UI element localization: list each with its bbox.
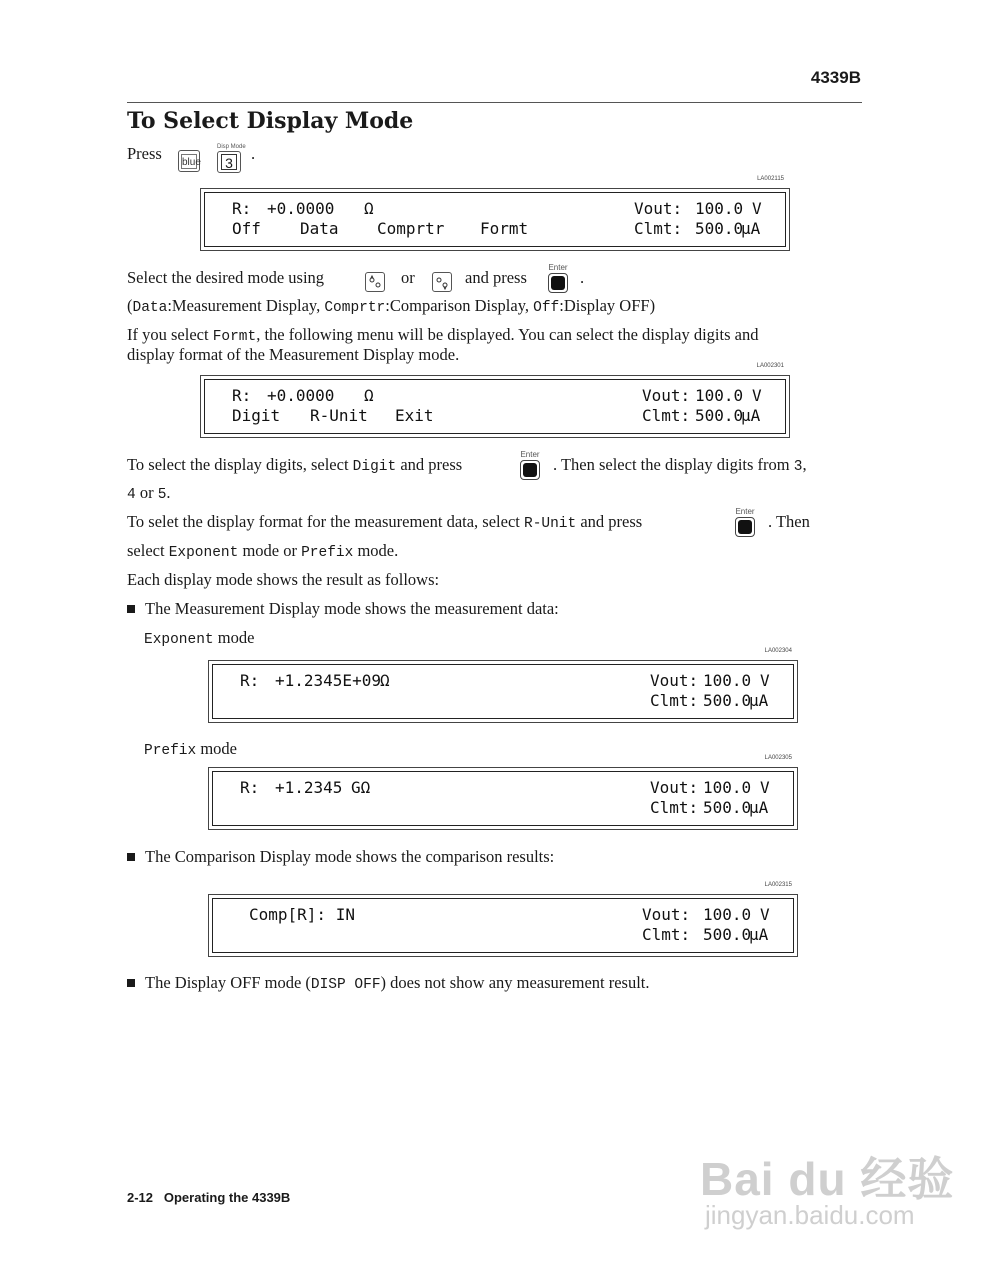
page-number: 2-12: [127, 1190, 154, 1205]
select-instruction: [127, 268, 324, 288]
step-up-key: [365, 272, 385, 292]
digit-4: 4: [127, 487, 136, 503]
vout-unit: V: [752, 199, 762, 218]
step-down-key: [432, 272, 452, 292]
lcd-display-main-menu: [200, 176, 790, 251]
paren-open: (: [127, 296, 133, 315]
vout-label: Vout:: [650, 778, 699, 797]
r-unit: Ω: [364, 199, 374, 218]
modes-description: [127, 296, 655, 318]
bullet-off-text-a: The Display OFF mode (: [145, 973, 311, 992]
menu-item-comprtr: Comprtr: [377, 219, 445, 238]
menu-item-formt: Formt: [480, 219, 529, 238]
prefix-rest: mode: [196, 739, 238, 758]
r-unit: Ω: [380, 671, 390, 690]
exponent-keyword: Exponent: [168, 545, 239, 561]
lcd-display-exponent: [208, 648, 798, 723]
r-unit: Ω: [364, 386, 374, 405]
format-text-b: and press: [576, 512, 643, 531]
vout-value: 100.0: [695, 199, 744, 218]
select-period: .: [580, 268, 585, 287]
vout-label: Vout:: [650, 671, 699, 690]
select-text: Select the desired mode using: [127, 268, 325, 287]
step-down-icon: [433, 273, 451, 291]
lcd-display-comparison: [208, 882, 798, 957]
bullet-measurement: [127, 599, 559, 619]
blue-key-label: blue: [181, 154, 197, 169]
bullet-comparison: [127, 847, 554, 867]
vout-unit: V: [752, 386, 762, 405]
clmt-unit: μA: [749, 798, 769, 817]
lcd-display-format-menu: [200, 363, 790, 438]
format-paragraph-line2: [127, 541, 398, 563]
figure-code: LA002315: [764, 882, 792, 888]
comp-result: Comp[R]: IN: [249, 905, 355, 924]
r-value: +1.2345E+09: [275, 671, 381, 690]
clmt-label: Clmt:: [642, 406, 691, 425]
digits-text-a: To select the display digits, select: [127, 455, 353, 474]
enter-key: [735, 508, 755, 537]
digits-period: .: [166, 483, 171, 502]
disp-mode-3-key: [217, 144, 246, 173]
digits-paragraph-line1-end: [553, 455, 807, 477]
digits-or: or: [135, 483, 158, 502]
bullet-icon: [127, 979, 135, 987]
menu-item-r-unit: R-Unit: [310, 406, 368, 425]
r-label: R:: [240, 778, 260, 797]
r-value: +1.2345: [275, 778, 343, 797]
clmt-unit: μA: [749, 691, 769, 710]
menu-item-data: Data: [300, 219, 339, 238]
digits-paragraph-line1: [127, 455, 462, 477]
disp-mode-label: Disp Mode: [217, 144, 246, 150]
key-3-label: 3: [221, 154, 237, 170]
menu-item-digit: Digit: [232, 406, 281, 425]
format-text-e: mode.: [353, 541, 399, 560]
vout-label: Vout:: [642, 905, 691, 924]
clmt-unit: μA: [749, 925, 769, 944]
figure-code: LA002115: [757, 176, 784, 182]
clmt-value: 500.0: [695, 406, 744, 425]
vout-value: 100.0: [695, 386, 744, 405]
clmt-value: 500.0: [703, 691, 752, 710]
page-footer: [127, 1190, 290, 1205]
clmt-value: 500.0: [695, 219, 744, 238]
formt-text-b: , the following menu will be displayed. You can select the display digits and: [256, 325, 759, 344]
prefix-mode-label: [144, 739, 237, 761]
figure-code: LA002301: [756, 363, 784, 369]
disp-off-keyword: DISP OFF: [310, 977, 381, 993]
vout-label: Vout:: [634, 199, 683, 218]
header-rule: [127, 102, 862, 103]
format-text-a: To selet the display format for the measurement data, select: [127, 512, 524, 531]
digit-keyword: Digit: [352, 459, 397, 475]
clmt-value: 500.0: [703, 925, 752, 944]
lcd-display-prefix: [208, 755, 798, 830]
mode-off: Off: [533, 300, 560, 316]
bullet-icon: [127, 605, 135, 613]
press-text: Press: [127, 144, 162, 163]
clmt-value: 500.0: [703, 798, 752, 817]
vout-unit: V: [760, 778, 770, 797]
watermark-brand: Bai du 经验: [700, 1153, 955, 1205]
enter-key: [548, 264, 568, 293]
prefix-keyword: Prefix: [301, 545, 354, 561]
vout-label: Vout:: [642, 386, 691, 405]
vout-value: 100.0: [703, 905, 752, 924]
prefix-mono: Prefix: [144, 743, 197, 759]
vout-unit: V: [760, 671, 770, 690]
exponent-mono: Exponent: [144, 632, 214, 648]
formt-paragraph-line2: display format of the Measurement Display mode.: [127, 345, 460, 364]
bullet-measurement-text: The Measurement Display mode shows the measurement data:: [145, 599, 559, 618]
mode-data-desc: :Measurement Display,: [167, 296, 325, 315]
header-model: 4339B: [810, 68, 861, 87]
r-label: R:: [240, 671, 260, 690]
and-press-text: and press: [465, 268, 527, 287]
vout-value: 100.0: [703, 778, 752, 797]
format-text-c: select: [127, 541, 169, 560]
figure-code: LA002305: [764, 755, 792, 761]
formt-paragraph-line1: [127, 325, 758, 347]
or-text: or: [401, 268, 415, 287]
vout-value: 100.0: [703, 671, 752, 690]
formt-keyword: Formt: [212, 329, 257, 345]
r-label: R:: [232, 386, 252, 405]
clmt-label: Clmt:: [650, 798, 699, 817]
watermark-url: jingyan.baidu.com: [705, 1200, 915, 1230]
press-period: .: [251, 144, 256, 163]
mode-comprtr-desc: :Comparison Display,: [385, 296, 534, 315]
footer-title: Operating the 4339B: [163, 1190, 291, 1205]
clmt-unit: μA: [741, 406, 761, 425]
format-text-d: mode or: [238, 541, 302, 560]
each-mode-line: Each display mode shows the result as follows:: [127, 570, 440, 589]
digits-text-c: . Then select the display digits from: [553, 455, 794, 474]
mode-off-desc: :Display OFF): [559, 296, 656, 315]
bullet-icon: [127, 853, 135, 861]
clmt-label: Clmt:: [650, 691, 699, 710]
enter-label: Enter: [520, 450, 540, 459]
r-value: +0.0000: [267, 199, 335, 218]
press-line: [127, 144, 162, 164]
digits-comma: ,: [802, 455, 807, 474]
clmt-unit: μA: [741, 219, 761, 238]
digit-5: 5: [157, 487, 167, 503]
mode-data: Data: [132, 300, 168, 316]
blue-key: [178, 150, 200, 172]
page-title: To Select Display Mode: [127, 108, 414, 134]
vout-unit: V: [760, 905, 770, 924]
bullet-display-off: [127, 973, 650, 995]
format-then: . Then: [768, 512, 810, 531]
format-paragraph-line1: [127, 512, 642, 534]
r-unit-keyword: R-Unit: [524, 516, 577, 532]
enter-key: [520, 451, 540, 480]
r-unit: GΩ: [351, 778, 371, 797]
enter-label: Enter: [548, 263, 568, 272]
step-up-icon: [366, 273, 384, 291]
digits-paragraph-line2: [127, 483, 171, 505]
r-value: +0.0000: [267, 386, 335, 405]
r-label: R:: [232, 199, 252, 218]
clmt-label: Clmt:: [642, 925, 691, 944]
mode-comprtr: Comprtr: [324, 300, 386, 316]
digits-text-b: and press: [396, 455, 463, 474]
bullet-comparison-text: The Comparison Display mode shows the comparison results:: [145, 847, 555, 866]
exponent-mode-label: [144, 628, 254, 650]
digit-3: 3: [793, 459, 803, 475]
bullet-off-text-b: ) does not show any measurement result.: [380, 973, 650, 992]
menu-item-exit: Exit: [395, 406, 434, 425]
enter-label: Enter: [735, 507, 755, 516]
figure-code: LA002304: [764, 648, 792, 654]
menu-item-off: Off: [232, 219, 261, 238]
formt-text-a: If you select: [127, 325, 213, 344]
clmt-label: Clmt:: [634, 219, 683, 238]
exponent-rest: mode: [213, 628, 255, 647]
